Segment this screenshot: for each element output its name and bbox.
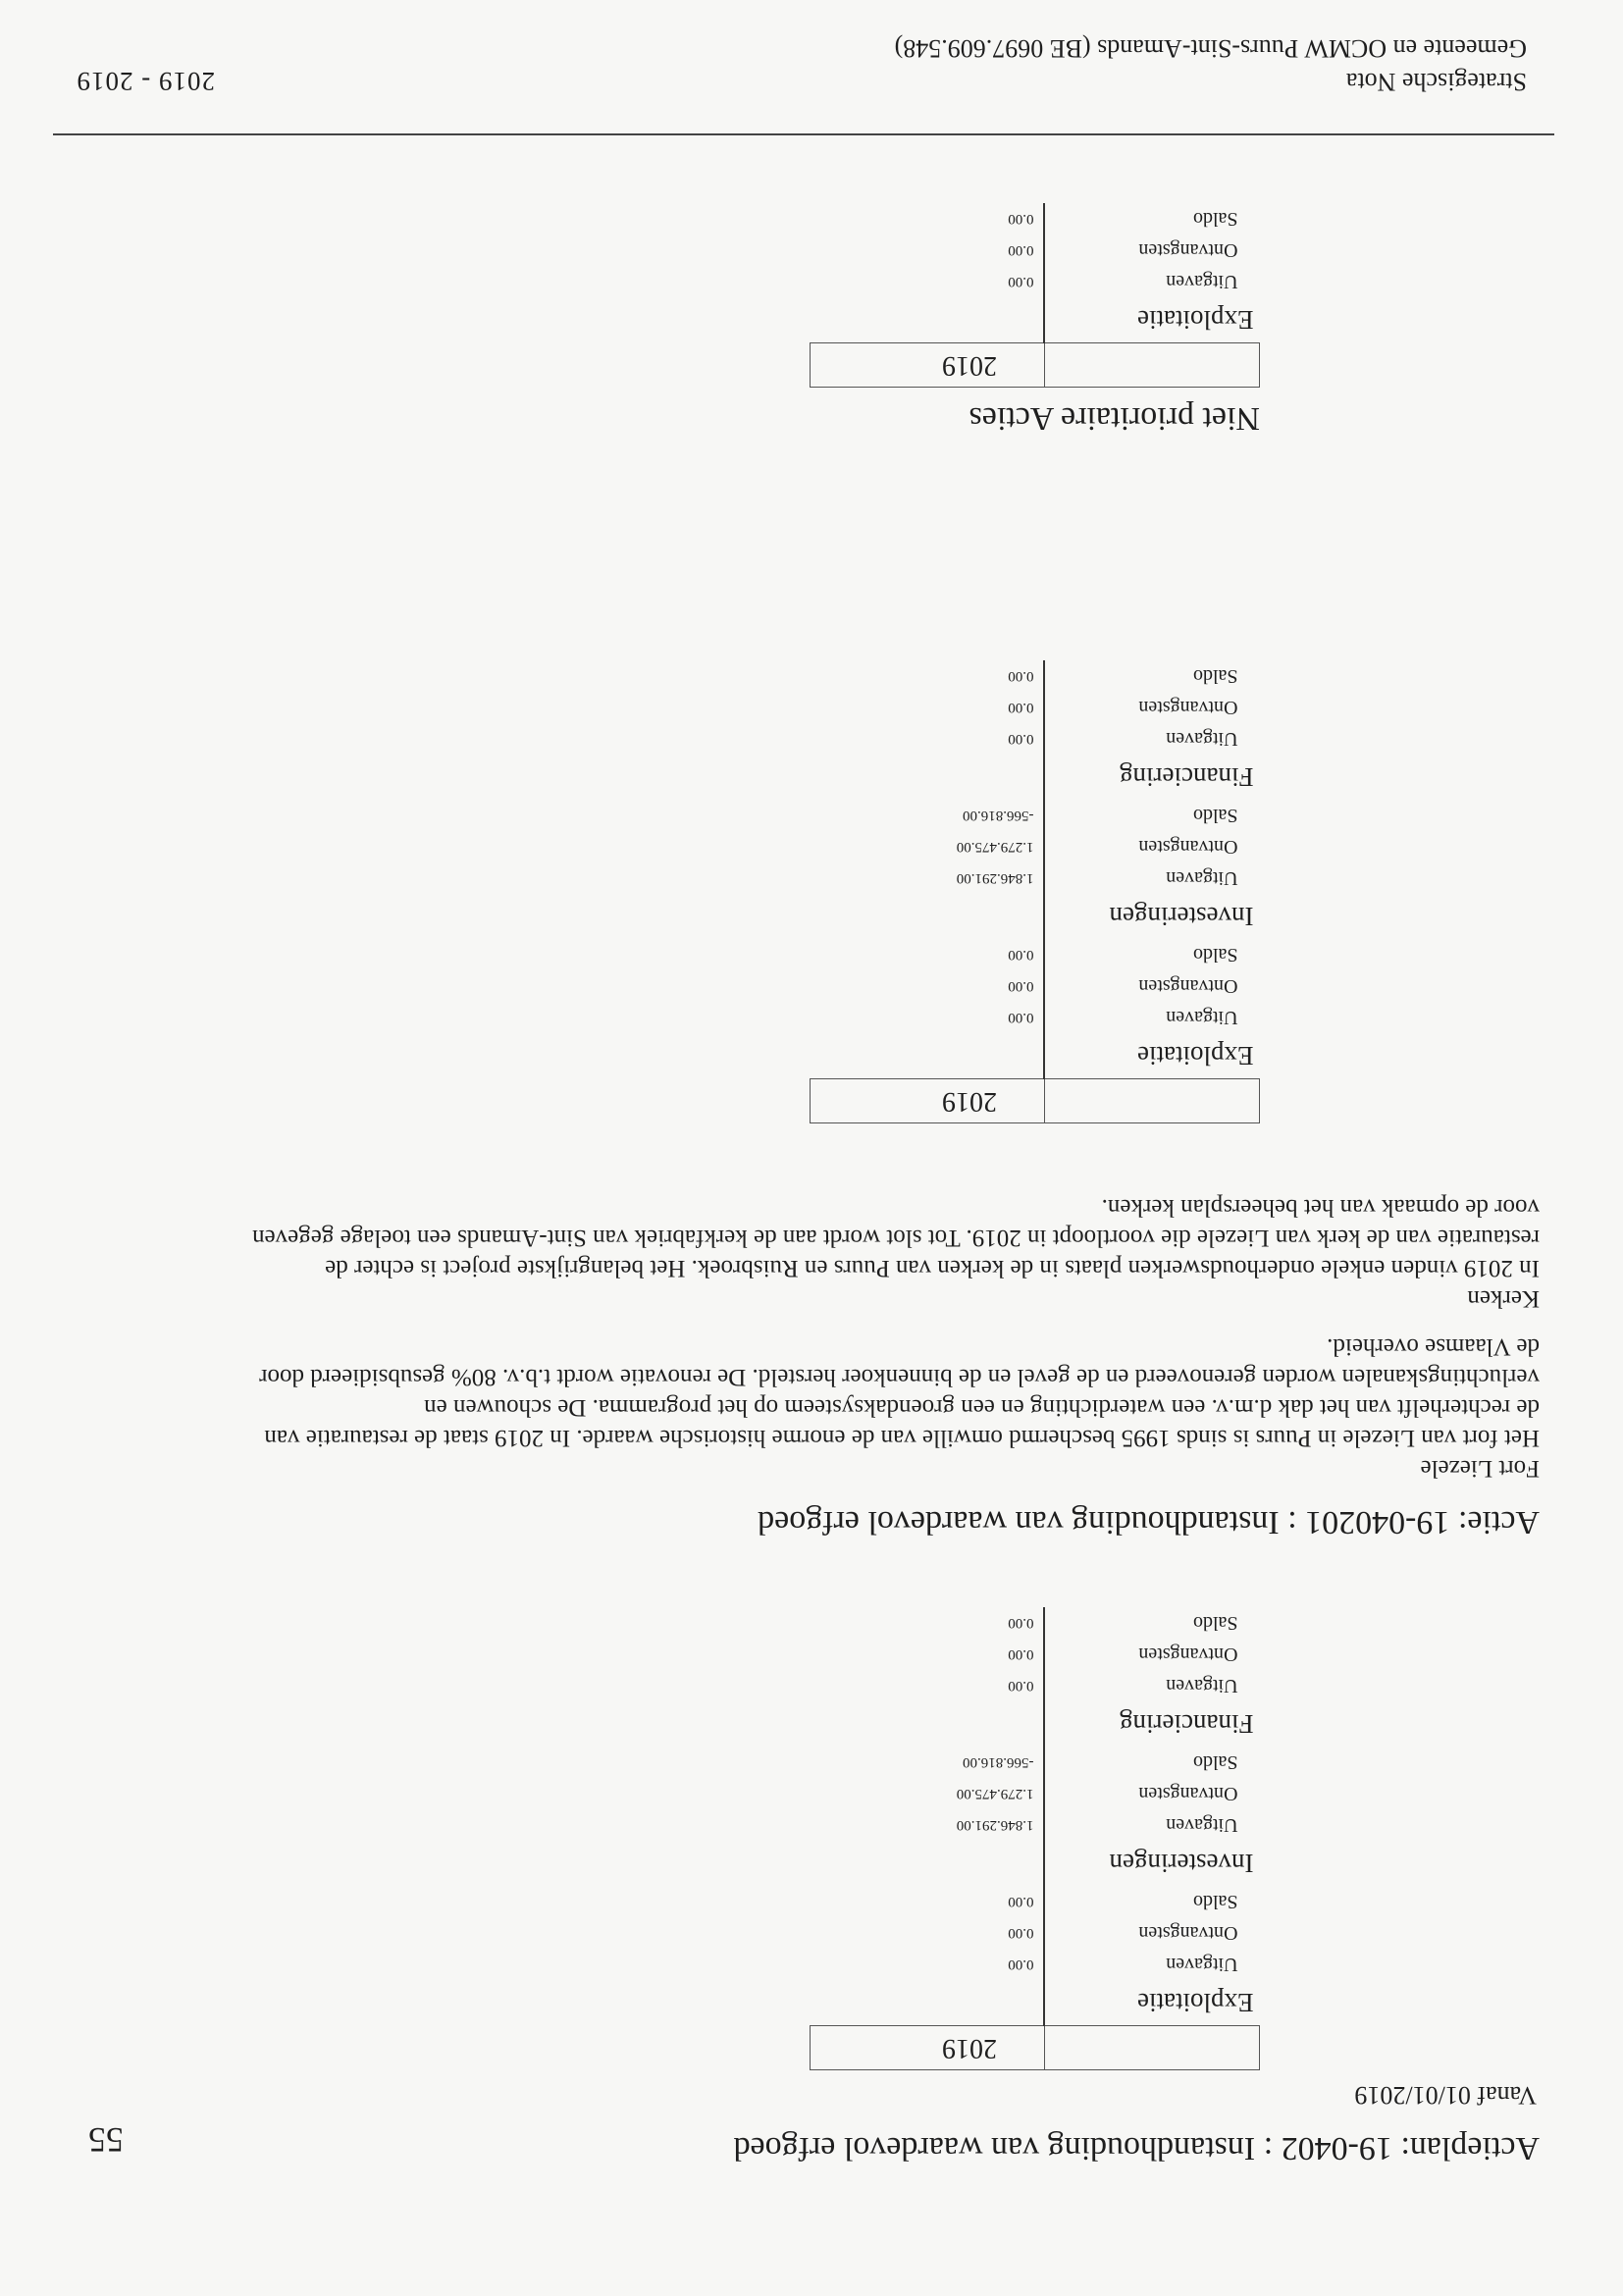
budget-table-actieplan (810, 1607, 1260, 2070)
line-label: Saldo (1045, 1607, 1260, 1639)
line-value: 0.00 (1008, 731, 1034, 747)
actieplan-title: Actieplan: 19-0402 : Instandhouding van waardevol erfgoed (733, 2130, 1540, 2166)
line-label: Ontvangsten (1045, 692, 1260, 723)
line-label: Uitgaven (1045, 266, 1260, 297)
line-label: Ontvangsten (1045, 831, 1260, 862)
line-label: Uitgaven (1045, 1809, 1260, 1841)
budget-line-row (811, 1002, 1260, 1033)
table-header-row (811, 343, 1260, 388)
table-year: 2019 (811, 1079, 1045, 1123)
paragraph-line: de rechterhelft van het dak d.m.v. een waterdichting en een groendaksysteem op het programma. De schouwen en (424, 1394, 1540, 1421)
section-value-empty (811, 1841, 1045, 1886)
line-label: Uitgaven (1045, 1670, 1260, 1701)
budget-line-row (811, 862, 1260, 894)
budget-line-row (811, 1809, 1260, 1841)
section-title: Exploitatie (1045, 1033, 1260, 1079)
line-value: 0.00 (1008, 1646, 1034, 1662)
line-value: 0.00 (1008, 1925, 1034, 1941)
budget-line-row (811, 1607, 1260, 1639)
line-label: Ontvangsten (1045, 1917, 1260, 1949)
line-value: 1.846.291.00 (956, 1817, 1034, 1833)
line-label: Uitgaven (1045, 1002, 1260, 1033)
section-row (811, 894, 1260, 939)
budget-line-row (811, 266, 1260, 297)
line-value: 0.00 (1008, 274, 1034, 289)
line-label: Saldo (1045, 203, 1260, 235)
line-label: Saldo (1045, 800, 1260, 831)
paragraph-line: Het fort van Liezele in Puurs is sinds 1995 beschermd omwille van de enorme historische waarde. In 2019 staat de restauratie van (264, 1425, 1540, 1451)
line-value: 0.00 (1008, 211, 1034, 227)
line-value: -566.816.00 (963, 808, 1034, 823)
budget-line-row (811, 1949, 1260, 1980)
table-header-empty (1045, 2026, 1260, 2070)
table-header-empty (1045, 343, 1260, 388)
line-value: 0.00 (1008, 1010, 1034, 1025)
section-title: Exploitatie (1045, 297, 1260, 343)
section-row (811, 1841, 1260, 1886)
line-value: 0.00 (1008, 1678, 1034, 1694)
section-title: Financiering (1045, 755, 1260, 800)
line-value: 0.00 (1008, 1615, 1034, 1631)
budget-line-row (811, 660, 1260, 692)
line-value: 0.00 (1008, 668, 1034, 684)
line-value: 0.00 (1008, 242, 1034, 258)
budget-line-row (811, 1639, 1260, 1670)
header-divider (53, 133, 1554, 135)
running-header (895, 31, 1527, 98)
paragraph-title: Kerken (1467, 1285, 1540, 1312)
line-label: Uitgaven (1045, 723, 1260, 755)
section-row (811, 297, 1260, 343)
line-label: Saldo (1045, 1886, 1260, 1917)
paragraph-line: restauratie van de kerk van Liezele die voortloopt in 2019. Tot slot wordt aan de kerkfabriek van Sint-Amands een toelage gegeven (252, 1225, 1540, 1251)
line-label: Uitgaven (1045, 1949, 1260, 1980)
section-title: Investeringen (1045, 894, 1260, 939)
section-row (811, 1980, 1260, 2026)
section-title: Financiering (1045, 1701, 1260, 1747)
line-label: Ontvangsten (1045, 235, 1260, 266)
line-label: Saldo (1045, 1747, 1260, 1778)
budget-line-row (811, 970, 1260, 1002)
section-value-empty (811, 755, 1045, 800)
header-entity: Gemeente en OCMW Puurs-Sint-Amands (BE 0697.609.548) (894, 34, 1527, 63)
paragraph-kerken (48, 1192, 1540, 1314)
budget-line-row (811, 692, 1260, 723)
paragraph-line: verluchtingskanalen worden gerenoveerd en de gevel en de binnenkoer hersteld. De renovatie wordt t.b.v. 80% gesubsidieerd door (259, 1364, 1540, 1390)
line-value: 1.279.475.00 (956, 1786, 1034, 1801)
budget-line-row (811, 1886, 1260, 1917)
section-value-empty (811, 1980, 1045, 2026)
section-row (811, 755, 1260, 800)
actie-title: Actie: 19-040201 : Instandhouding van waardevol erfgoed (758, 1504, 1540, 1540)
table-year: 2019 (811, 2026, 1045, 2070)
line-value: 0.00 (1008, 947, 1034, 963)
line-label: Ontvangsten (1045, 1639, 1260, 1670)
line-value: 0.00 (1008, 1957, 1034, 1972)
niet-prioritaire-title: Niet prioritaire Acties (969, 400, 1260, 437)
budget-line-row (811, 1670, 1260, 1701)
section-title: Investeringen (1045, 1841, 1260, 1886)
section-value-empty (811, 1701, 1045, 1747)
section-row (811, 1701, 1260, 1747)
actieplan-start-date: Vanaf 01/01/2019 (1354, 2081, 1537, 2110)
paragraph-fort-liezele (48, 1331, 1540, 1484)
table-header-row (811, 2026, 1260, 2070)
budget-line-row (811, 1747, 1260, 1778)
line-value: -566.816.00 (963, 1754, 1034, 1770)
line-value: 1.846.291.00 (956, 870, 1034, 886)
budget-table-actie (810, 660, 1260, 1123)
budget-line-row (811, 939, 1260, 970)
line-label: Saldo (1045, 939, 1260, 970)
budget-line-row (811, 235, 1260, 266)
table-year: 2019 (811, 343, 1045, 388)
header-title: Strategische Nota (1345, 68, 1527, 96)
paragraph-line: In 2019 vinden enkele onderhoudswerken plaats in de kerken van Puurs en Ruisbroek. Het belangrijkste project is echter de (325, 1255, 1540, 1281)
header-period: 2019 - 2019 (76, 67, 215, 96)
budget-line-row (811, 723, 1260, 755)
line-label: Uitgaven (1045, 862, 1260, 894)
budget-line-row (811, 831, 1260, 862)
budget-line-row (811, 800, 1260, 831)
line-value: 0.00 (1008, 700, 1034, 715)
section-value-empty (811, 1033, 1045, 1079)
line-value: 0.00 (1008, 978, 1034, 994)
page-number: 55 (88, 2120, 124, 2160)
table-header-row (811, 1079, 1260, 1123)
line-value: 1.279.475.00 (956, 839, 1034, 855)
budget-table-niet-prioritaire (810, 203, 1260, 388)
section-row (811, 1033, 1260, 1079)
line-label: Ontvangsten (1045, 1778, 1260, 1809)
budget-line-row (811, 1778, 1260, 1809)
paragraph-line: de Vlaamse overheid. (1327, 1333, 1540, 1360)
budget-line-row (811, 203, 1260, 235)
line-value: 0.00 (1008, 1894, 1034, 1909)
paragraph-title: Fort Liezele (1420, 1455, 1540, 1482)
line-label: Saldo (1045, 660, 1260, 692)
paragraph-line: voor de opmaak van het beheersplan kerken. (1101, 1194, 1540, 1221)
section-value-empty (811, 297, 1045, 343)
section-title: Exploitatie (1045, 1980, 1260, 2026)
section-value-empty (811, 894, 1045, 939)
table-header-empty (1045, 1079, 1260, 1123)
budget-line-row (811, 1917, 1260, 1949)
line-label: Ontvangsten (1045, 970, 1260, 1002)
